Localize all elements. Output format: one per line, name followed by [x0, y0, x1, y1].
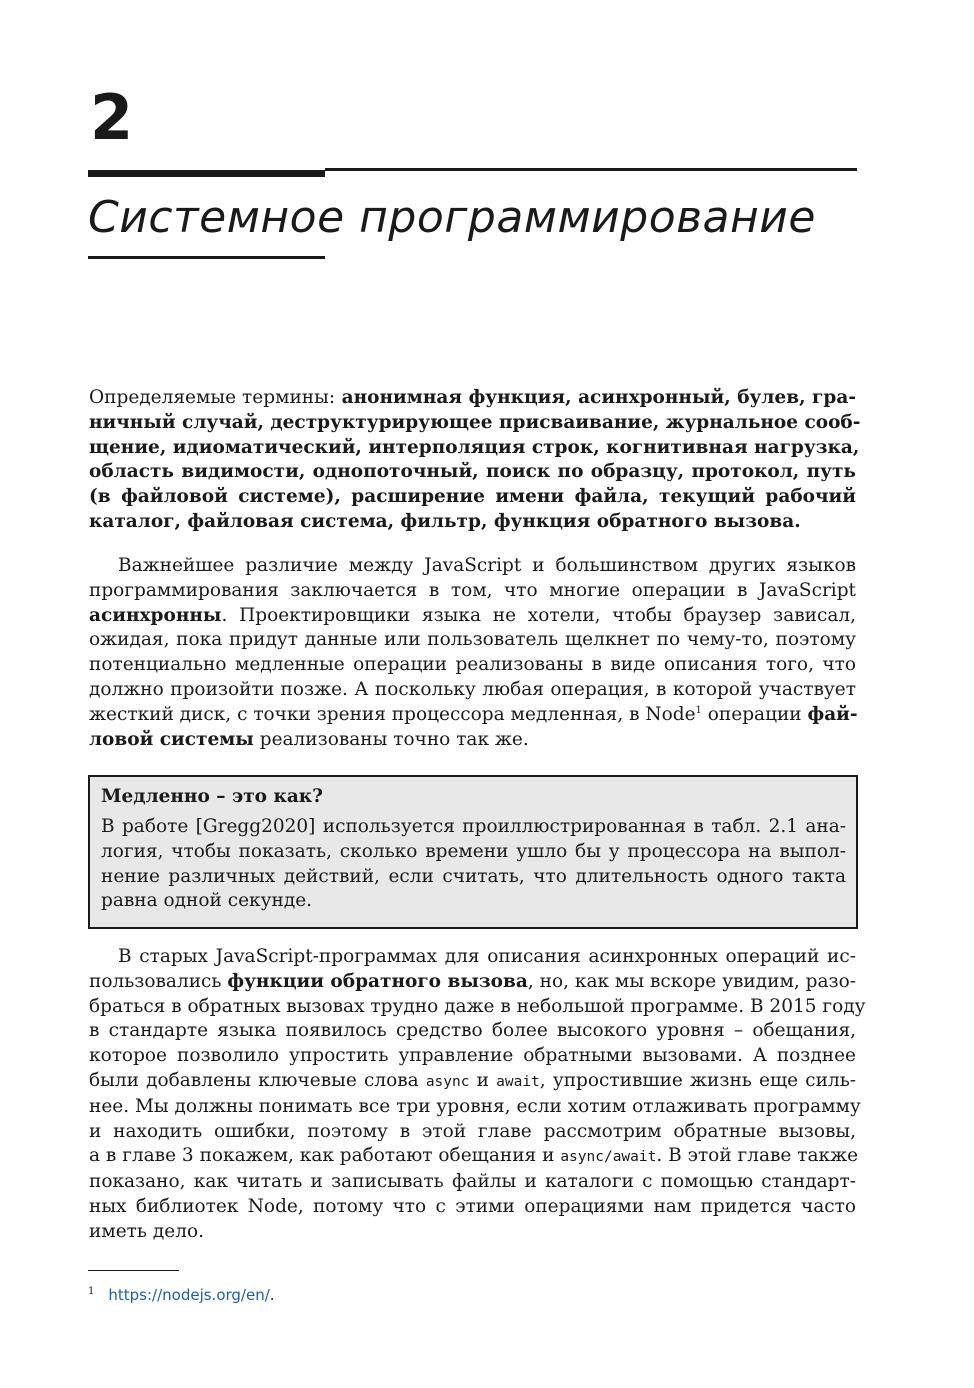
- terms-line: [89, 460, 856, 485]
- paragraph-line: [89, 604, 856, 629]
- chapter-rule-thin: [325, 168, 857, 171]
- text-run: . В этой главе также: [656, 1145, 859, 1167]
- bold-term: асинхронны: [89, 604, 222, 626]
- footnote-reference[interactable]: 1: [695, 704, 702, 716]
- callout-line: логия, чтобы показать, сколько времени ушло бы у процессора на выпол-: [101, 840, 846, 862]
- paragraph-line: показано, как читать и записывать файлы и каталоги с помощью стандарт-: [89, 1171, 856, 1193]
- terms-line: [89, 386, 856, 411]
- inline-code: await: [496, 1073, 540, 1090]
- terms-list-line: анонимная функция, асинхронный, булев, гра-: [335, 387, 856, 408]
- bold-term: функции обратного вызова: [227, 970, 528, 992]
- text-run: . Проектировщики языка не хотели, чтобы браузер зависал,: [221, 604, 856, 626]
- callout-box: [88, 775, 858, 929]
- terms-list-line: каталог, файловая система, фильтр, функция обратного вызова.: [89, 510, 801, 532]
- terms-line: [89, 485, 856, 510]
- terms-list-line: щение, идиоматический, интерполяция строк, когнитивная нагрузка,: [89, 436, 860, 458]
- terms-list-line: ничный случай, деструктурирующее присваивание, журнальное сооб-: [89, 411, 861, 433]
- terms-line: [89, 436, 860, 461]
- paragraph-line: браться в обратных вызовах трудно даже в небольшой программе. В 2015 году: [89, 995, 866, 1017]
- text-run: жесткий диск, с точки зрения процессора медленная, в Node: [89, 703, 696, 725]
- callout-line: нение различных действий, если считать, что длительность одного такта: [101, 865, 846, 887]
- paragraph-line: которое позволило упростить управление обратными вызовами. А позднее: [89, 1045, 856, 1067]
- paragraph-line: программирования заключается в том, что многие операции в JavaScript: [89, 579, 856, 601]
- bold-term: фай-: [807, 703, 858, 725]
- title-underline: [88, 256, 325, 259]
- paragraph-line: Важнейшее различие между JavaScript и большинством других языков: [118, 555, 856, 576]
- paragraph-line: иметь дело.: [89, 1220, 204, 1242]
- terms-line: [89, 510, 856, 535]
- paragraph-line: потенциально медленные операции реализованы в виде описания того, что: [89, 654, 856, 676]
- inline-code: async: [425, 1073, 470, 1090]
- paragraph-line: [89, 1144, 859, 1170]
- terms-list-line: (в файловой системе), расширение имени файла, текущий рабочий: [89, 486, 856, 508]
- paragraph-line: в стандарте языка появилось средство более высокого уровня – обещания,: [89, 1020, 856, 1042]
- footnote-rule: [88, 1270, 179, 1271]
- callout-line: равна одной секунде.: [101, 890, 313, 912]
- body-paragraph-1: [89, 554, 856, 752]
- terms-label: Определяемые термины:: [89, 387, 336, 408]
- footnote-trailing: .: [269, 1286, 275, 1304]
- paragraph-line: [89, 728, 856, 753]
- bold-term: ловой системы: [89, 728, 254, 750]
- text-run: , упростившие жизнь еще силь-: [539, 1069, 857, 1091]
- text-run: пользовались: [89, 970, 228, 992]
- callout-line: В работе [Gregg2020] используется проиллюстрированная в табл. 2.1 ана-: [101, 816, 846, 837]
- chapter-title: Системное программирование: [88, 192, 816, 243]
- paragraph-line: [89, 970, 856, 995]
- text-run: были добавлены ключевые слова: [89, 1069, 426, 1091]
- paragraph-line: нее. Мы должны понимать все три уровня, если хотим отлаживать программу: [89, 1095, 861, 1117]
- paragraph-line: ных библиотек Node, потому что с этими операциями нам придется часто: [89, 1195, 856, 1217]
- footnote-mark: 1: [88, 1286, 95, 1297]
- paragraph-line: В старых JavaScript-программах для описания асинхронных операций ис-: [118, 946, 856, 967]
- callout-body: [101, 815, 846, 914]
- paragraph-line: и находить ошибки, поэтому в этой главе рассмотрим обратные вызовы,: [89, 1120, 856, 1142]
- paragraph-line: ожидая, пока придут данные или пользователь щелкнет по чему-то, поэтому: [89, 629, 856, 651]
- inline-code: async/await: [560, 1149, 657, 1166]
- paragraph-line: [89, 703, 856, 728]
- text-run: а в главе 3 покажем, как работают обещания и: [89, 1145, 561, 1167]
- text-run: и: [469, 1069, 497, 1091]
- terms-line: [89, 411, 861, 436]
- terms-list-line: область видимости, однопоточный, поиск по образцу, протокол, путь: [89, 461, 856, 483]
- chapter-number: 2: [90, 81, 133, 154]
- footnote: [88, 1281, 275, 1306]
- body-paragraph-2: [89, 945, 866, 1245]
- chapter-rule-thick: [88, 170, 325, 177]
- text-run: , но, как мы вскоре увидим, разо-: [527, 970, 856, 992]
- paragraph-line: [89, 1069, 856, 1095]
- defined-terms-paragraph: [89, 386, 861, 535]
- text-run: операции: [701, 703, 808, 725]
- paragraph-line: должно произойти позже. А поскольку любая операция, в которой участвует: [89, 678, 856, 700]
- callout-title: Медленно – это как?: [101, 786, 323, 807]
- footnote-link[interactable]: https://nodejs.org/en/: [108, 1286, 270, 1304]
- text-run: реализованы точно так же.: [253, 728, 529, 750]
